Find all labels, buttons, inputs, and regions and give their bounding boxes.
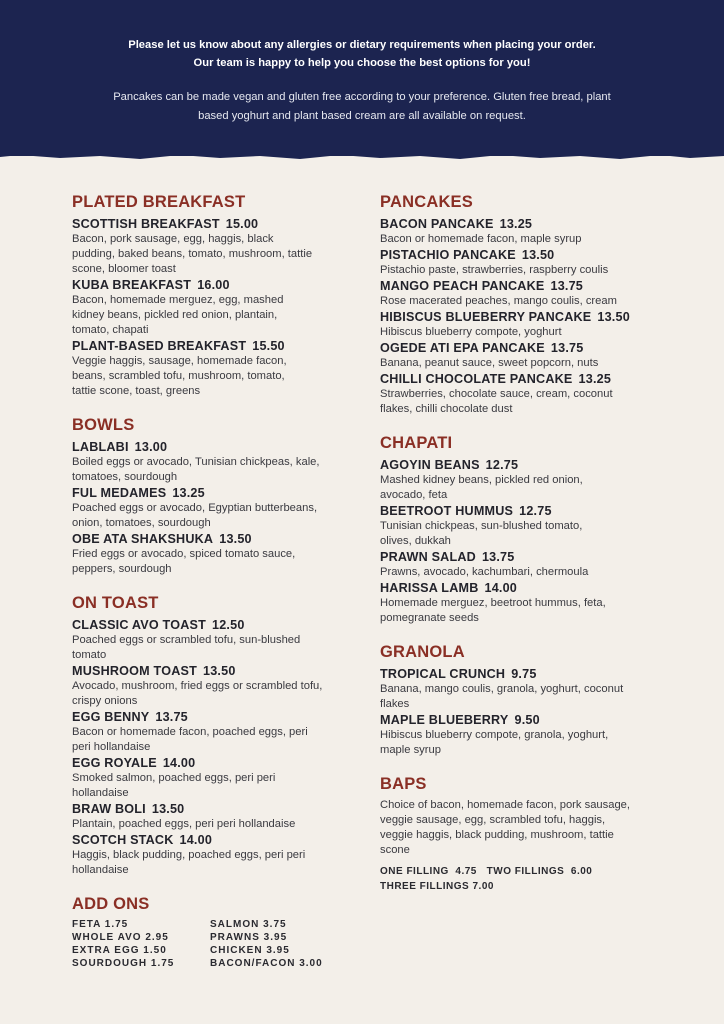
baps-description: veggie sausage, egg, scrambled tofu, haggis,: [380, 814, 606, 826]
baps-description: veggie haggis, black pudding, mushroom, tattie: [380, 829, 614, 841]
left-column: [72, 192, 357, 970]
item-price: 15.00: [225, 217, 259, 231]
item-description: tomato: [72, 649, 107, 661]
item-name: OBE ATA SHAKSHUKA: [72, 532, 214, 546]
section-title: GRANOLA: [380, 643, 465, 661]
section-title: PANCAKES: [380, 193, 473, 211]
item-description: flakes, chilli chocolate dust: [380, 403, 513, 415]
item-description: Bacon, pork sausage, egg, haggis, black: [72, 233, 274, 245]
item-name: PLANT-BASED BREAKFAST: [72, 339, 247, 353]
menu-item: [72, 832, 357, 878]
menu-item: [72, 801, 357, 832]
section-title: ADD ONS: [72, 895, 150, 913]
item-description: tomatoes, sourdough: [72, 471, 178, 483]
item-name: AGOYIN BEANS: [380, 458, 480, 472]
item-description: Poached eggs or scrambled tofu, sun-blushed: [72, 634, 301, 646]
menu-item: [72, 439, 357, 485]
menu-item: [72, 338, 357, 399]
item-description: Bacon or homemade facon, maple syrup: [380, 233, 582, 245]
baps-prices-line-2: THREE FILLINGS 7.00: [380, 881, 494, 892]
item-name: HIBISCUS BLUEBERRY PANCAKE: [380, 310, 592, 324]
item-description: Hibiscus blueberry compote, granola, yoghurt,: [380, 729, 609, 741]
menu-item: [380, 503, 665, 549]
item-price: 15.50: [252, 339, 285, 353]
menu-item: [72, 277, 357, 338]
item-price: 13.75: [481, 550, 515, 564]
item-description: Veggie haggis, sausage, homemade facon,: [72, 355, 287, 367]
item-price: 13.50: [203, 664, 236, 678]
item-price: 9.75: [511, 667, 537, 681]
section-granola: [380, 642, 665, 758]
item-description: Smoked salmon, poached eggs, peri peri: [72, 772, 276, 784]
menu-item: [72, 617, 357, 663]
menu-item: [380, 549, 665, 580]
torn-paper-edge: [0, 150, 724, 162]
item-description: beans, scrambled tofu, mushroom, tomato,: [72, 370, 285, 382]
menu-item: [72, 531, 357, 577]
item-name: PRAWN SALAD: [380, 550, 476, 564]
item-price: 9.50: [514, 713, 540, 727]
item-description: Bacon, homemade merguez, egg, mashed: [72, 294, 284, 306]
add-on-item: SOURDOUGH 1.75: [72, 958, 175, 969]
baps-description: scone: [380, 844, 410, 856]
section-plated-breakfast: [72, 192, 357, 399]
section-title: BAPS: [380, 775, 427, 793]
menu-item: [380, 247, 665, 278]
section-bowls: [72, 415, 357, 577]
item-price: 12.75: [519, 504, 552, 518]
item-description: Tunisian chickpeas, sun-blushed tomato,: [380, 520, 583, 532]
add-on-item: WHOLE AVO 2.95: [72, 932, 169, 943]
item-description: peri hollandaise: [72, 741, 151, 753]
item-name: KUBA BREAKFAST: [72, 278, 192, 292]
item-description: onion, tomatoes, sourdough: [72, 517, 211, 529]
allergy-notice-line-1: Please let us know about any allergies or dietary requirements when placing your order.: [128, 39, 596, 51]
allergy-banner: [0, 0, 724, 156]
item-description: Plantain, poached eggs, peri peri hollandaise: [72, 818, 296, 830]
item-description: hollandaise: [72, 787, 129, 799]
item-name: EGG ROYALE: [72, 756, 157, 770]
item-description: Banana, peanut sauce, sweet popcorn, nuts: [380, 357, 599, 369]
item-name: BACON PANCAKE: [380, 217, 494, 231]
item-description: Boiled eggs or avocado, Tunisian chickpeas, kale,: [72, 456, 320, 468]
item-price: 13.50: [597, 310, 630, 324]
section-title: CHAPATI: [380, 434, 453, 452]
item-price: 13.75: [550, 279, 584, 293]
item-description: Poached eggs or avocado, Egyptian butterbeans,: [72, 502, 318, 514]
item-description: Prawns, avocado, kachumbari, chermoula: [380, 566, 589, 578]
item-description: hollandaise: [72, 864, 129, 876]
add-ons-grid: [72, 918, 357, 970]
section-pancakes: [380, 192, 665, 417]
item-price: 14.00: [484, 581, 517, 595]
item-price: 13.50: [219, 532, 252, 546]
item-description: Haggis, black pudding, poached eggs, peri peri: [72, 849, 306, 861]
item-name: HARISSA LAMB: [380, 581, 479, 595]
item-name: MANGO PEACH PANCAKE: [380, 279, 545, 293]
baps-description: Choice of bacon, homemade facon, pork sausage,: [380, 799, 631, 811]
menu-item: [72, 663, 357, 709]
item-name: BEETROOT HUMMUS: [380, 504, 514, 518]
item-description: Banana, mango coulis, granola, yoghurt, coconut: [380, 683, 624, 695]
add-on-item: CHICKEN 3.95: [210, 945, 290, 956]
item-name: BRAW BOLI: [72, 802, 146, 816]
item-name: SCOTCH STACK: [72, 833, 174, 847]
item-description: scone, bloomer toast: [72, 263, 176, 275]
menu-item: [380, 371, 665, 417]
section-title: ON TOAST: [72, 594, 159, 612]
item-name: TROPICAL CRUNCH: [380, 667, 506, 681]
item-name: CHILLI CHOCOLATE PANCAKE: [380, 372, 573, 386]
item-name: PISTACHIO PANCAKE: [380, 248, 516, 262]
item-description: Strawberries, chocolate sauce, cream, coconut: [380, 388, 613, 400]
item-name: CLASSIC AVO TOAST: [72, 618, 207, 632]
item-description: Mashed kidney beans, pickled red onion,: [380, 474, 583, 486]
item-description: pomegranate seeds: [380, 612, 479, 624]
item-price: 14.00: [162, 756, 196, 770]
menu-item: [72, 709, 357, 755]
item-description: Pistachio paste, strawberries, raspberry coulis: [380, 264, 609, 276]
item-description: kidney beans, pickled red onion, plantain,: [72, 309, 278, 321]
item-price: 13.75: [155, 710, 188, 724]
dietary-note-line-2: based yoghurt and plant based cream are all available on request.: [198, 110, 526, 122]
allergy-notice-line-2: Our team is happy to help you choose the best options for you!: [193, 57, 531, 69]
item-description: Rose macerated peaches, mango coulis, cream: [380, 295, 617, 307]
item-description: tomato, chapati: [72, 324, 149, 336]
item-name: MAPLE BLUEBERRY: [380, 713, 509, 727]
menu-item: [380, 457, 665, 503]
item-price: 12.75: [485, 458, 519, 472]
item-description: peppers, sourdough: [72, 563, 172, 575]
section-add-ons: [72, 894, 357, 970]
right-column: [380, 192, 665, 894]
item-description: tattie scone, toast, greens: [72, 385, 201, 397]
item-price: 16.00: [197, 278, 230, 292]
item-price: 13.25: [499, 217, 533, 231]
item-name: LABLABI: [72, 440, 129, 454]
item-description: olives, dukkah: [380, 535, 451, 547]
item-name: FUL MEDAMES: [72, 486, 167, 500]
item-description: Homemade merguez, beetroot hummus, feta,: [380, 597, 606, 609]
item-price: 13.50: [151, 802, 185, 816]
item-price: 12.50: [212, 618, 245, 632]
item-description: flakes: [380, 698, 410, 710]
section-chapati: [380, 433, 665, 626]
item-price: 13.75: [550, 341, 584, 355]
menu-item: [380, 580, 665, 626]
add-on-item: BACON/FACON 3.00: [210, 958, 323, 969]
menu-item: [380, 712, 665, 758]
item-price: 13.50: [521, 248, 555, 262]
section-title: PLATED BREAKFAST: [72, 193, 246, 211]
menu-item: [72, 485, 357, 531]
item-name: MUSHROOM TOAST: [72, 664, 198, 678]
section-on-toast: [72, 593, 357, 878]
menu-item: [72, 755, 357, 801]
item-description: Hibiscus blueberry compote, yoghurt: [380, 326, 562, 338]
add-on-item: SALMON 3.75: [210, 919, 287, 930]
item-description: Fried eggs or avocado, spiced tomato sauce,: [72, 548, 296, 560]
item-description: avocado, feta: [380, 489, 448, 501]
add-on-item: PRAWNS 3.95: [210, 932, 288, 943]
menu-item: [380, 309, 665, 340]
section-baps: [380, 774, 665, 894]
item-description: crispy onions: [72, 695, 138, 707]
add-on-item: EXTRA EGG 1.50: [72, 945, 167, 956]
menu-item: [380, 216, 665, 247]
item-price: 13.00: [134, 440, 168, 454]
menu-item: [380, 666, 665, 712]
item-price: 13.25: [578, 372, 612, 386]
section-title: BOWLS: [72, 416, 135, 434]
item-description: pudding, baked beans, tomato, mushroom, tattie: [72, 248, 313, 260]
item-name: SCOTTISH BREAKFAST: [72, 217, 220, 231]
baps-prices-line-1: ONE FILLING 4.75 TWO FILLINGS 6.00: [380, 866, 593, 877]
dietary-note-line-1: Pancakes can be made vegan and gluten free according to your preference. Gluten free bread, plant: [113, 91, 611, 103]
menu-item: [380, 278, 665, 309]
item-name: EGG BENNY: [72, 710, 150, 724]
item-description: Avocado, mushroom, fried eggs or scrambled tofu,: [72, 680, 323, 692]
item-description: Bacon or homemade facon, poached eggs, peri: [72, 726, 308, 738]
item-price: 14.00: [179, 833, 213, 847]
item-description: maple syrup: [380, 744, 441, 756]
add-on-item: FETA 1.75: [72, 919, 129, 930]
item-price: 13.25: [172, 486, 205, 500]
menu-item: [380, 340, 665, 371]
item-name: OGEDE ATI EPA PANCAKE: [380, 341, 545, 355]
menu-item: [72, 216, 357, 277]
